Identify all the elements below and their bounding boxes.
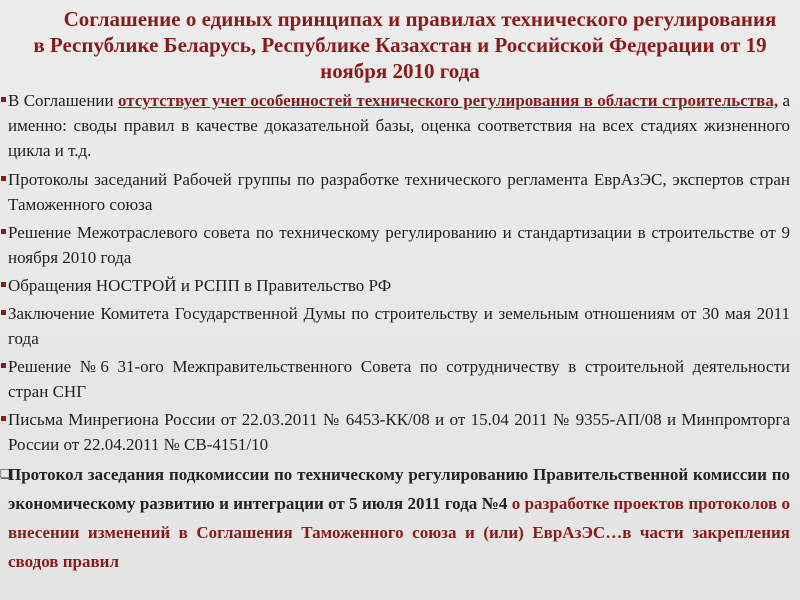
bullet-item-intersectoral-council-decision	[0, 220, 790, 270]
bullet-text-red: о разработке проектов протоколов о внесении изменений в Соглашения Таможенного союза и (или) ЕврАзЭС…в части закрепления сводов правил	[8, 494, 790, 571]
bullet-square-icon	[1, 97, 6, 102]
bullet-item-subcommission-protocol	[0, 460, 790, 576]
bullet-square-icon	[1, 310, 6, 315]
bullet-text-prefix: В Соглашении	[8, 91, 119, 110]
bullet-item-working-group-protocols	[0, 167, 790, 217]
bullet-square-icon	[1, 416, 6, 421]
bullet-square-icon	[1, 363, 6, 368]
bullet-text: Обращения НОСТРОЙ и РСПП в Правительство РФ	[8, 276, 392, 295]
bullet-text-dark: Протокол заседания подкомиссии по техническому регулированию Правительственной комиссии по экономическому развитию и интеграции от 5 июля 2011 года №4	[8, 465, 790, 513]
bullet-square-icon	[1, 282, 6, 287]
bullet-text: Решение №6 31-ого Межправительственного Совета по сотрудничеству в строительной деятельности стран СНГ	[8, 357, 790, 401]
bullet-text-suffix: а именно: своды правил в качестве доказательной базы, оценка соответствия на всех стадиях жизненного цикла и т.д.	[8, 91, 791, 160]
bullet-text: Письма Минрегиона России от 22.03.2011 № 6453-КК/08 и от 15.04 2011 № 9355-АП/08 и Минпромторга России от 22.04.2011 № СВ-4151/10	[8, 410, 790, 454]
bullet-text-highlight: отсутствует учет особенностей технического регулирования в области строительства,	[118, 91, 779, 110]
bullet-item-cis-council-decision	[0, 354, 790, 404]
bullet-text: Протоколы заседаний Рабочей группы по разработке технического регламента ЕврАзЭС, экспертов стран Таможенного союза	[8, 170, 790, 214]
bullet-square-icon	[1, 229, 6, 234]
bullet-text: Заключение Комитета Государственной Думы по строительству и земельным отношениям от 30 мая 2011 года	[8, 304, 790, 348]
bullet-item-nostroy-appeals	[0, 273, 790, 298]
bullet-item-duma-committee-conclusion	[0, 301, 790, 351]
bullet-item-ministry-letters	[0, 407, 790, 457]
checkbox-square-icon: ❑	[0, 467, 11, 481]
bullet-square-icon	[1, 176, 6, 181]
bullet-item-agreement-gap	[0, 88, 790, 163]
bullet-list	[0, 88, 790, 579]
bullet-text: Решение Межотраслевого совета по техническому регулированию и стандартизации в строительстве от 9 ноября 2010 года	[8, 223, 790, 267]
slide-title: Соглашение о единых принципах и правилах технического регулирования в Республике Беларусь, Республике Казахстан и Российской Федерации от 19 ноября 2010 года	[33, 7, 777, 83]
